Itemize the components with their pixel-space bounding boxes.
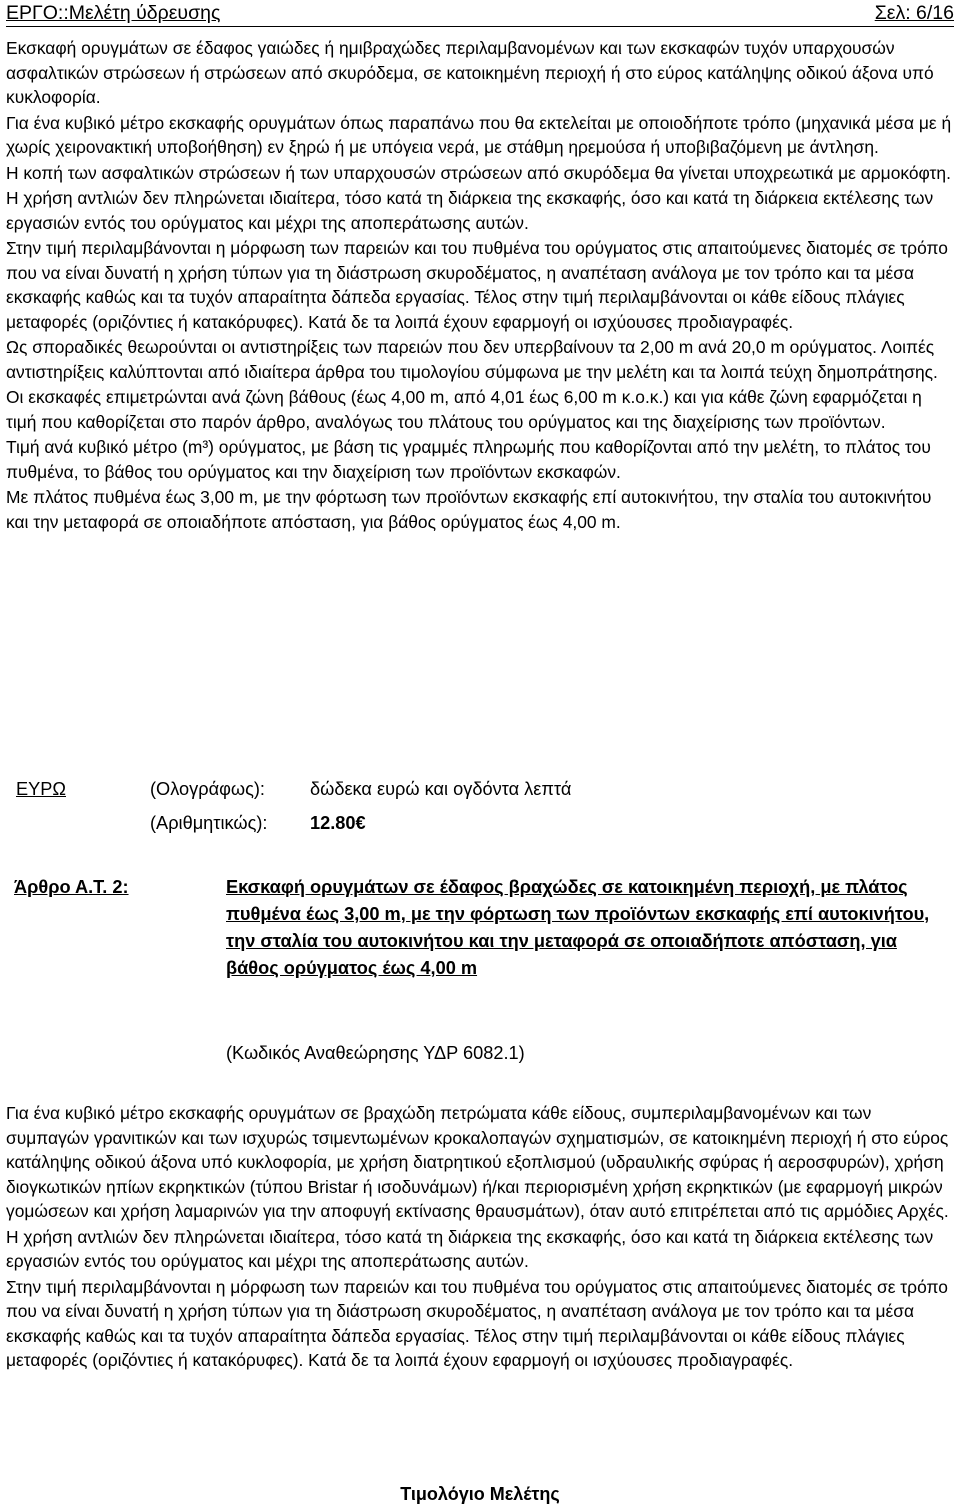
paragraph: Με πλάτος πυθμένα έως 3,00 m, με την φόρτωση των προϊόντων εκσκαφής επί αυτοκινήτου, την σταλία του αυτοκινήτου και την μεταφορά σε οποιαδήποτε απόσταση, για βάθος ορύγματος έως 4,00 m. <box>6 487 932 532</box>
price-words-value: δώδεκα ευρώ και ογδόντα λεπτά <box>310 779 572 799</box>
page-footer: Τιμολόγιο Μελέτης <box>400 1484 560 1504</box>
paragraph: Εκσκαφή ορυγμάτων σε έδαφος γαιώδες ή ημιβραχώδες περιλαμβανομένων και των εκσκαφών τυχόν υπαρχουσών ασφαλτικών στρώσεων ή στρώσεων από σκυρόδεμα, σε κατοικημένη περιοχή ή στο εύρος κατάληψης οδικού άξονα υπό κυκλοφορία. <box>6 38 934 107</box>
paragraph: Η χρήση αντλιών δεν πληρώνεται ιδιαίτερα, τόσο κατά τη διάρκεια της εκσκαφής, όσο και κατά τη διάρκεια εκτέλεσης των εργασιών εντός του ορύγματος και μέχρι της αποπεράτωσης αυτών. <box>6 188 934 233</box>
page-header <box>6 0 954 27</box>
project-title: ΕΡΓΟ::Μελέτη ύδρευσης <box>6 2 221 24</box>
description-top <box>6 36 956 535</box>
paragraph: Για ένα κυβικό μέτρο εκσκαφής ορυγμάτων σε βραχώδη πετρώματα κάθε είδους, συμπεριλαμβανομένων και των συμπαγών γρανιτικών και των ισχυρώς τσιμεντωμένων κροκαλοπαγών σχηματισμών, σε κατοικημένη περιοχή ή στο εύρος κατάληψης οδικού άξονα υπό κυκλοφορία, με χρήση διατρητικού εξοπλισμού (υδραυλικής σφύρας ή αεροσφυρών), χρήση διογκωτικών ηπίων εκρηκτικών (τύπου Bristar ή ισοδυνάμων) ή/και περιορισμένη χρήση εκρηκτικών (με εφαρμογή μικρών γομώσεων και χρήση λαμαρινών για την αποφυγή εκτίνασης θραυσμάτων), όταν αυτό επιτρέπεται από τις αρμόδιες Αρχές. <box>6 1103 949 1221</box>
paragraph: Στην τιμή περιλαμβάνονται η μόρφωση των παρειών και του πυθμένα του ορύγματος στις απαιτούμενες διατομές σε τρόπο που να είναι δυνατή η χρήση τύπων για τη διάστρωση σκυροδέματος, η αναπέταση ανάλογα με τον τρόπο και τα μέσα εκσκαφής καθώς και τα τυχόν απαραίτητα δάπεδα εργασίας. Τέλος στην τιμή περιλαμβάνονται οι κάθε είδους πλάγιες μεταφορές (οριζόντιες ή κατακόρυφες). Κατά δε τα λοιπά έχουν εφαρμογή οι ισχύουσες προδιαγραφές. <box>6 238 948 332</box>
currency-label: ΕΥΡΩ <box>16 779 66 799</box>
page-number: Σελ: 6/16 <box>874 2 954 24</box>
paragraph: Οι εκσκαφές επιμετρώνται ανά ζώνη βάθους (έως 4,00 m, από 4,01 έως 6,00 m κ.ο.κ.) και για κάθε ζώνη εφαρμόζεται η τιμή που καθορίζεται στο παρόν άρθρο, αναλόγως του πλάτους του ορύγματος και της διαχείρισης των προϊόντων. <box>6 387 922 432</box>
revision-code: (Κωδικός Αναθεώρησης ΥΔΡ 6082.1) <box>226 1043 525 1063</box>
paragraph: Στην τιμή περιλαμβάνονται η μόρφωση των παρειών και του πυθμένα του ορύγματος στις απαιτούμενες διατομές σε τρόπο που να είναι δυνατή η χρήση τύπων για τη διάστρωση σκυροδέματος, η αναπέταση ανάλογα με τον τρόπο και τα μέσα εκσκαφής καθώς και τα τυχόν απαραίτητα δάπεδα εργασίας. Τέλος στην τιμή περιλαμβάνονται οι κάθε είδους πλάγιες μεταφορές (οριζόντιες ή κατακόρυφες). Κατά δε τα λοιπά έχουν εφαρμογή οι ισχύουσες προδιαγραφές. <box>6 1276 948 1370</box>
price-numbers-label: (Αριθμητικώς): <box>150 813 268 833</box>
price-words-label: (Ολογράφως): <box>150 779 265 799</box>
price-numbers-value <box>310 810 366 836</box>
paragraph: Η κοπή των ασφαλτικών στρώσεων ή των υπαρχουσών στρώσεων από σκυρόδεμα θα γίνεται υποχρεωτικά με αρμοκόφτη. <box>6 162 951 183</box>
article-label: Άρθρο Α.Τ. 2: <box>14 877 129 897</box>
paragraph: Για ένα κυβικό μέτρο εκσκαφής ορυγμάτων όπως παραπάνω που θα εκτελείται με οποιοδήποτε τρόπο (μηχανικά μέσα με ή χωρίς χειρονακτική υποβοήθηση) εν ξηρώ ή με υπόγεια νερά, με στάθμη ηρεμούσα ή υποβιβαζόμενη με άντληση. <box>6 112 952 157</box>
paragraph: Τιμή ανά κυβικό μέτρο (m³) ορύγματος, με βάση τις γραμμές πληρωμής που καθορίζονται από την μελέτη, το πλάτος του πυθμένα, το βάθος του ορύγματος και την διαχείριση των προϊόντων εκσκαφών. <box>6 437 931 482</box>
euro-sign: € <box>355 813 366 833</box>
price-amount: 12.80 <box>310 813 356 833</box>
description-bottom <box>6 1101 956 1374</box>
paragraph: Η χρήση αντλιών δεν πληρώνεται ιδιαίτερα, τόσο κατά τη διάρκεια της εκσκαφής, όσο και κατά τη διάρκεια εκτέλεσης των εργασιών εντός του ορύγματος και μέχρι της αποπεράτωσης αυτών. <box>6 1226 934 1271</box>
article-title: Εκσκαφή ορυγμάτων σε έδαφος βραχώδες σε κατοικημένη περιοχή, με πλάτος πυθμένα έως 3,00 m, με την φόρτωση των προϊόντων εκσκαφής επί αυτοκινήτου, την σταλία του αυτοκινήτου και την μεταφορά σε οποιαδήποτε απόσταση, για βάθος ορύγματος έως 4,00 m <box>226 877 930 978</box>
paragraph: Ως σποραδικές θεωρούνται οι αντιστηρίξεις των παρειών που δεν υπερβαίνουν τα 2,00 m ανά 20,0 m ορύγματος. Λοιπές αντιστηρίξεις καλύπτονται από ιδιαίτερα άρθρα του τιμολογίου σύμφωνα με την μελέτη και τα λοιπά τεύχη δημοπράτησης. <box>6 337 938 382</box>
